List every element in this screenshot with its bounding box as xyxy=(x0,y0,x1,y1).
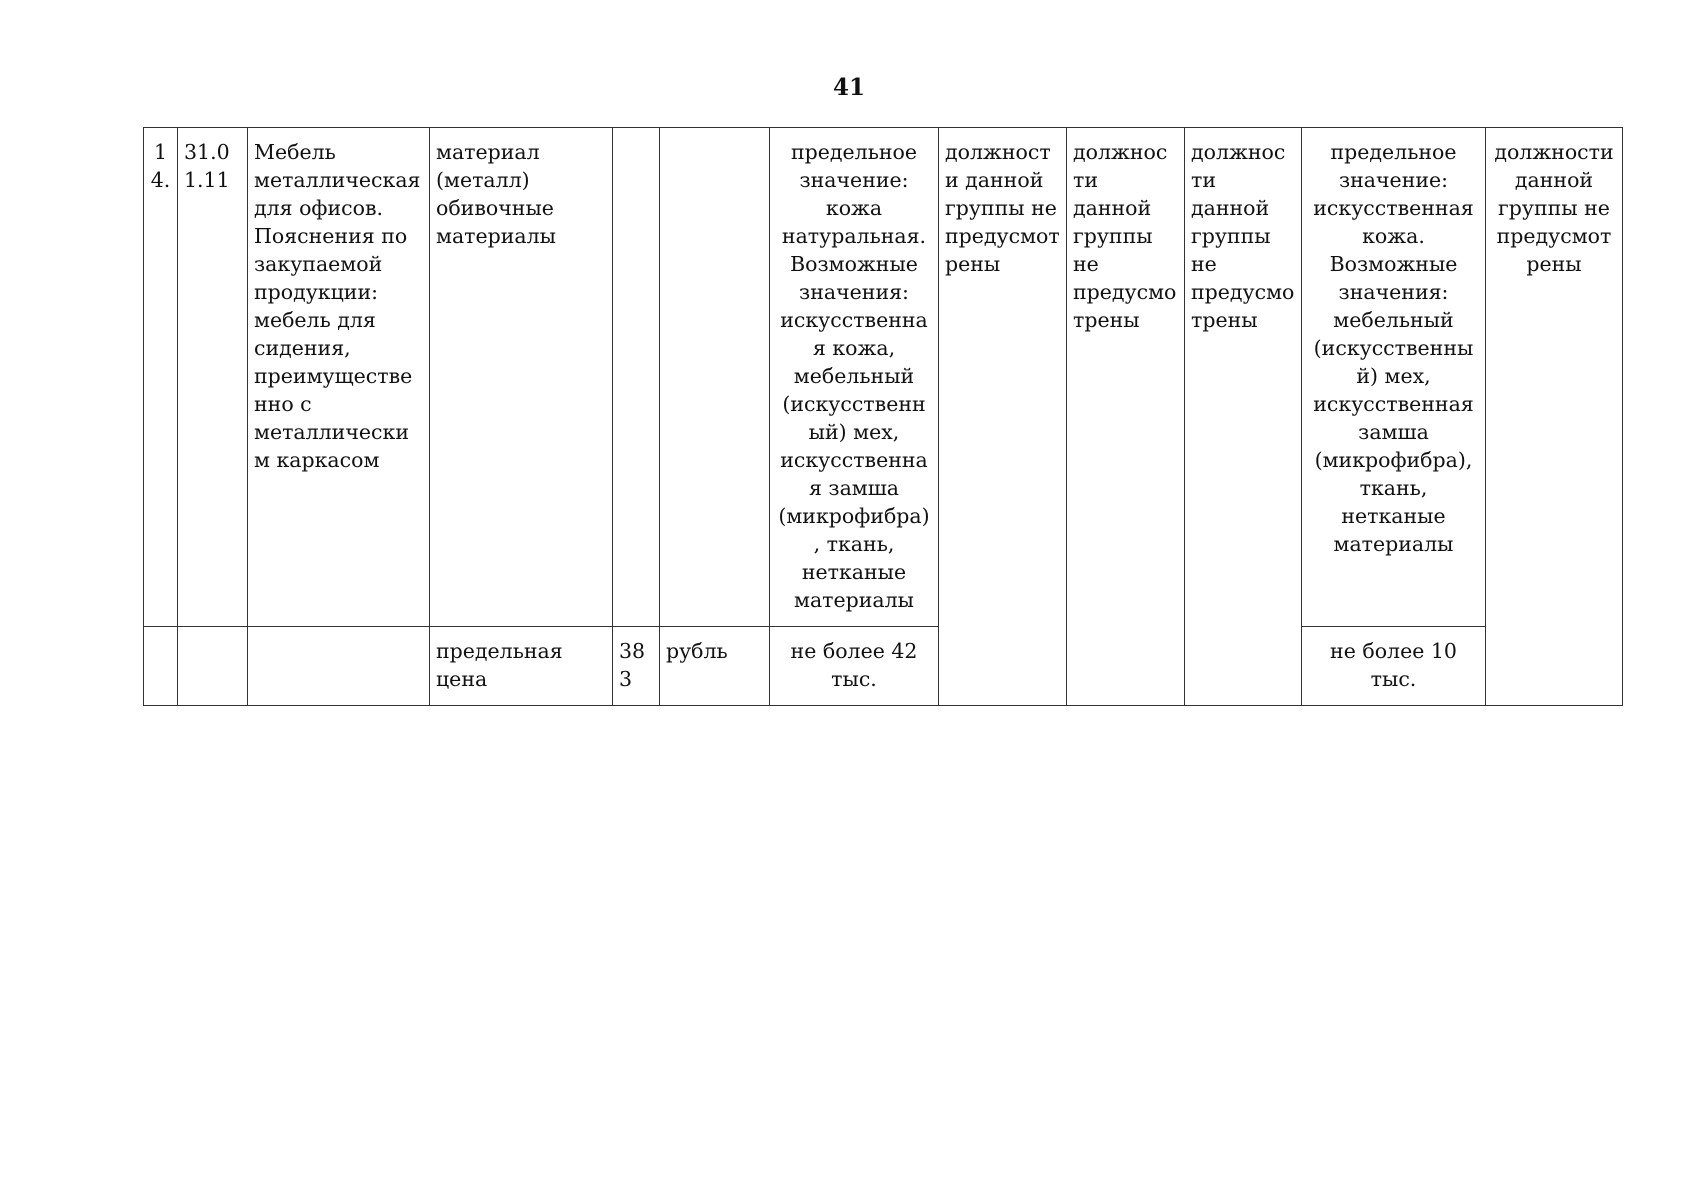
table-row xyxy=(144,128,1623,627)
value-group4-cell: должности данной группы не предусмотрены xyxy=(1185,128,1302,706)
page-number: 41 xyxy=(832,74,865,101)
product-name-cell: Мебель металлическая для офисов. Пояснения по закупаемой продукции: мебель для сидения, преимущественно с металлическим каркасом xyxy=(248,128,430,627)
unit-cell xyxy=(660,128,770,627)
value-group5-cell: предельное значение: искусственная кожа. Возможные значения: мебельный (искусственный) мех, искусственная замша (микрофибра), ткань, нетканые материалы xyxy=(1302,128,1486,627)
characteristic-cell: материал (металл) обивочные материалы xyxy=(430,128,613,627)
okpd-code-cell xyxy=(178,627,248,706)
value-group3-cell: должности данной группы не предусмотрены xyxy=(1067,128,1185,706)
table-row xyxy=(144,627,1623,706)
requirements-table xyxy=(143,127,1623,706)
product-name-cell xyxy=(248,627,430,706)
row-number-cell: 14. xyxy=(144,128,178,627)
okei-code-cell xyxy=(613,128,660,627)
row-number-cell xyxy=(144,627,178,706)
okei-code-cell: 383 xyxy=(613,627,660,706)
value-group6-cell: должности данной группы не предусмотрены xyxy=(1486,128,1623,706)
unit-cell: рубль xyxy=(660,627,770,706)
characteristic-cell: предельная цена xyxy=(430,627,613,706)
value-group2-cell: должности данной группы не предусмотрены xyxy=(939,128,1067,706)
value-group1-cell: предельное значение: кожа натуральная. Возможные значения: искусственная кожа, мебельный (искусственный) мех, искусственная замша (микрофибра), ткань, нетканые материалы xyxy=(770,128,939,627)
okpd-code-cell: 31.01.11 xyxy=(178,128,248,627)
value-group1-cell: не более 42 тыс. xyxy=(770,627,939,706)
value-group5-cell: не более 10 тыс. xyxy=(1302,627,1486,706)
